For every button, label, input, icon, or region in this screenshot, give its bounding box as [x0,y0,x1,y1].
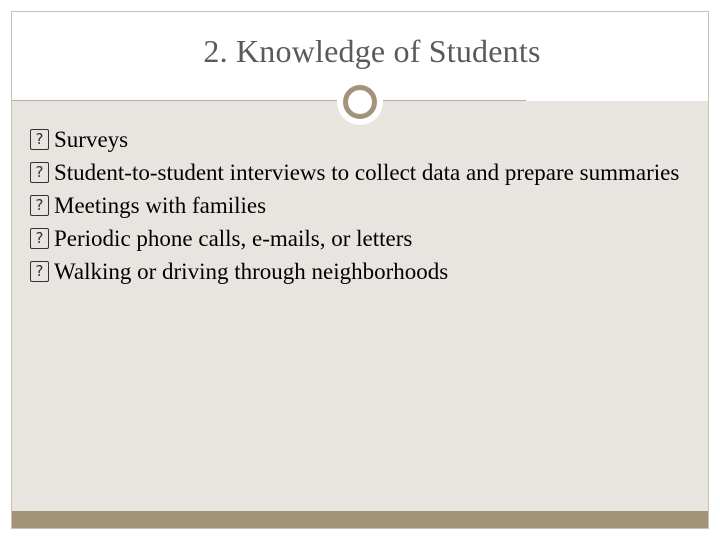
bottom-accent-bar [12,511,708,528]
bullet-item [30,257,680,286]
bullet-text: Meetings with families [54,193,267,218]
missing-glyph-bullet-icon: ? [30,195,49,216]
slide-title: 2. Knowledge of Students [203,33,541,69]
missing-glyph-bullet-icon: ? [30,261,49,282]
bullet-item [30,125,680,154]
missing-glyph-bullet-icon: ? [30,162,49,183]
ring-ornament-circle [343,85,377,119]
title-divider-left [12,100,337,101]
ring-ornament-icon [337,79,383,125]
bullet-item [30,191,680,220]
bullet-list [30,125,680,290]
bullet-text: Periodic phone calls, e-mails, or letters [54,226,413,251]
bullet-text: Walking or driving through neighborhoods [54,259,449,284]
bullet-text: Surveys [54,127,129,152]
bullet-item [30,224,680,253]
missing-glyph-bullet-icon: ? [30,228,49,249]
title-divider-right [383,100,526,101]
bullet-item [30,158,680,187]
missing-glyph-bullet-icon: ? [30,129,49,150]
bullet-text: Student-to-student interviews to collect data and prepare summaries [54,160,680,185]
